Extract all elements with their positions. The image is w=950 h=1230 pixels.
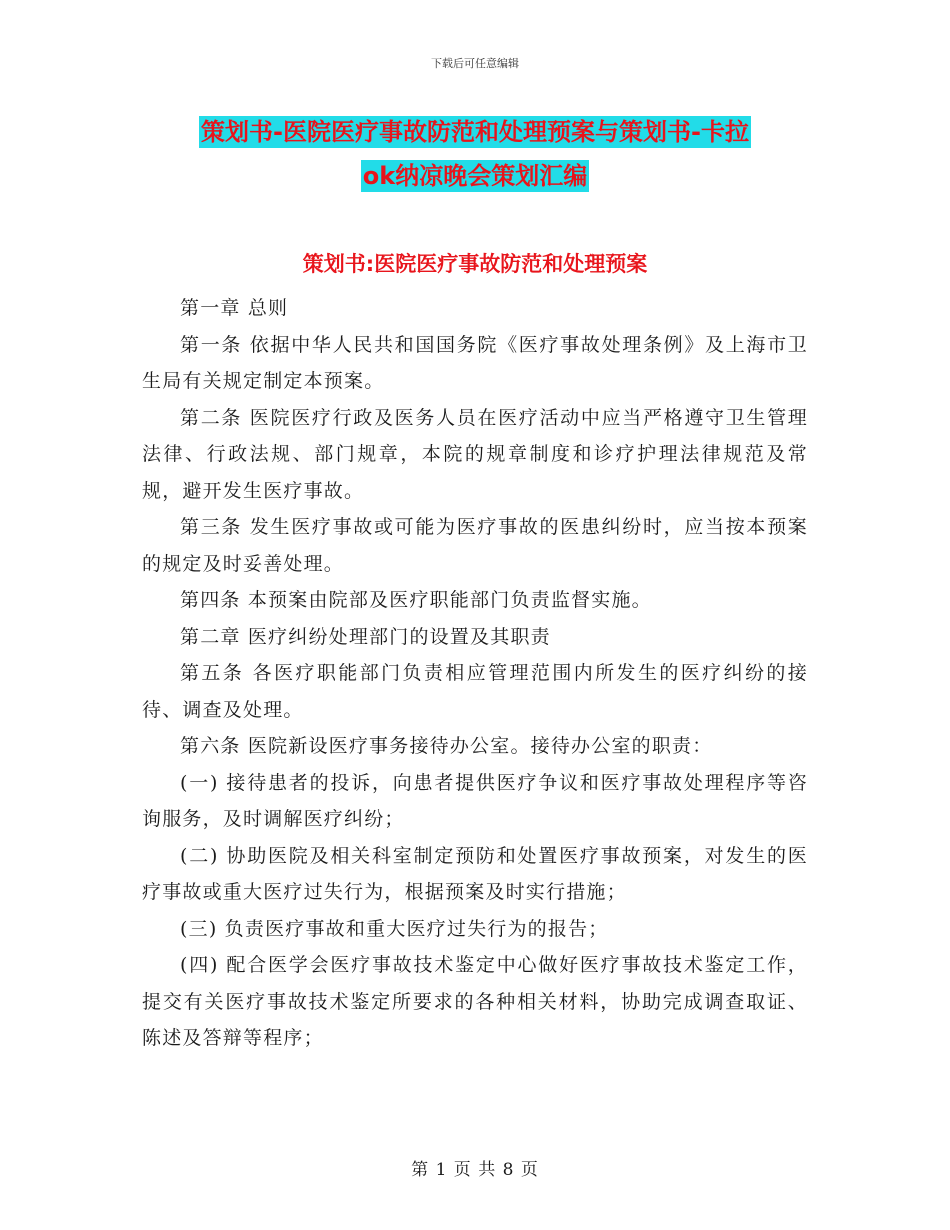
article-paragraph: 第二条 医院医疗行政及医务人员在医疗活动中应当严格遵守卫生管理法律、行政法规、部门规章，本院的规章制度和诊疗护理法律规范及常规，避开发生医疗事故。: [142, 406, 808, 502]
article-paragraph: 第四条 本预案由院部及医疗职能部门负责监督实施。: [180, 589, 652, 611]
document-body: [142, 290, 808, 1057]
article-paragraph: 第三条 发生医疗事故或可能为医疗事故的医患纠纷时，应当按本预案的规定及时妥善处理。: [142, 516, 808, 575]
page-number: 第 1 页 共 8 页: [411, 1160, 539, 1180]
list-item: (二) 协助医院及相关科室制定预防和处置医疗事故预案，对发生的医疗事故或重大医疗过失行为，根据预案及时实行措施；: [142, 844, 808, 903]
list-item: (一) 接待患者的投诉，向患者提供医疗争议和医疗事故处理程序等咨询服务，及时调解医疗纠纷；: [142, 771, 808, 830]
document-title-line2: ok纳凉晚会策划汇编: [362, 162, 588, 190]
chapter-heading: 第一章 总则: [180, 297, 289, 319]
article-paragraph: 第六条 医院新设医疗事务接待办公室。接待办公室的职责：: [180, 735, 713, 757]
section-title: 策划书:医院医疗事故防范和处理预案: [302, 252, 648, 276]
list-item: (三) 负责医疗事故和重大医疗过失行为的报告；: [180, 917, 609, 940]
page-header-note: 下载后可任意编辑: [431, 57, 519, 70]
document-title: [0, 110, 950, 198]
chapter-heading: 第二章 医疗纠纷处理部门的设置及其职责: [180, 625, 551, 648]
article-paragraph: 第五条 各医疗职能部门负责相应管理范围内所发生的医疗纠纷的接待、调查及处理。: [142, 662, 808, 721]
article-paragraph: 第一条 依据中华人民共和国国务院《医疗事故处理条例》及上海市卫生局有关规定制定本预案。: [142, 333, 808, 392]
document-title-line1: 策划书-医院医疗事故防范和处理预案与策划书-卡拉: [201, 118, 749, 146]
list-item: (四) 配合医学会医疗事故技术鉴定中心做好医疗事故技术鉴定工作，提交有关医疗事故技术鉴定所要求的各种相关材料，协助完成调查取证、陈述及答辩等程序；: [142, 954, 808, 1049]
